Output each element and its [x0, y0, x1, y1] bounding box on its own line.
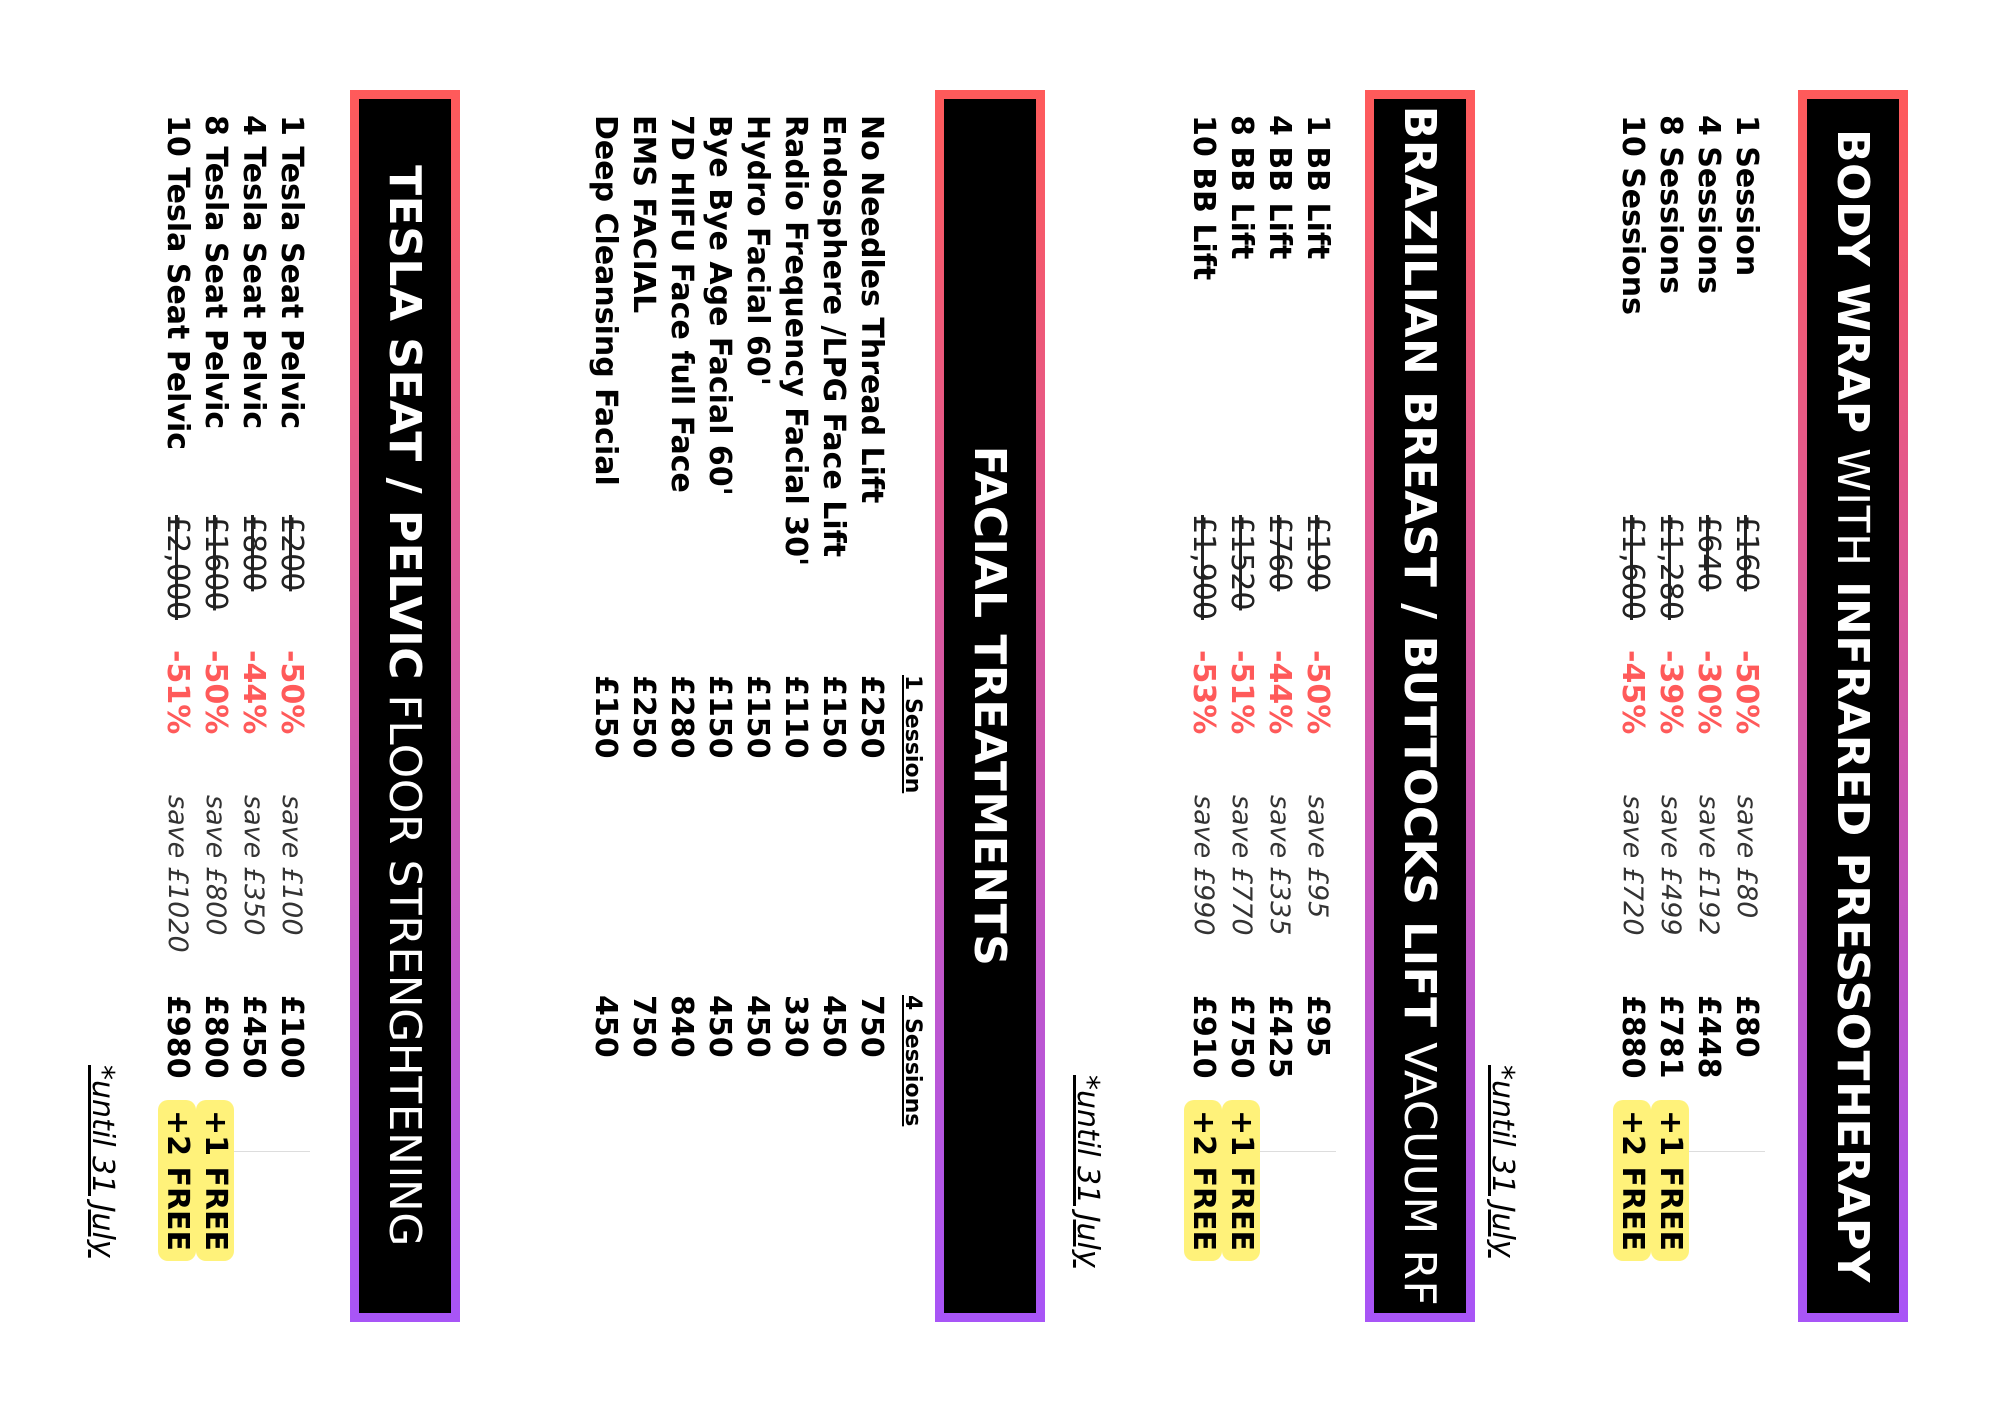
saving: save £720: [1617, 795, 1648, 936]
brazilian-lift-title-part-1: BRAZILIAN BREAST / BUTTOCKS LIFT: [1394, 105, 1446, 1028]
body-wrap-title-part-2: WITH: [1827, 433, 1879, 582]
row-name: 10 Sessions: [1615, 115, 1650, 315]
saving: save £100: [276, 795, 307, 936]
facial-treatments-title: [965, 446, 1016, 967]
treatment-name: Endosphere /LPG Face Lift: [816, 115, 851, 558]
row-name: 4 Sessions: [1691, 115, 1726, 295]
treatment-name: Radio Frequency Facial 30': [778, 115, 813, 567]
treatment-row: [662, 115, 700, 1265]
tesla-seat-banner: [350, 90, 460, 1322]
tesla-seat-rows: [158, 115, 310, 1265]
old-price: £190: [1300, 515, 1335, 592]
old-price: £640: [1691, 515, 1726, 592]
new-price: £800: [198, 995, 233, 1079]
brazilian-lift-rows: [1184, 115, 1336, 1265]
old-price: £1520: [1224, 515, 1259, 611]
treatment-row: [776, 115, 814, 1265]
old-price: £800: [236, 515, 271, 592]
treatment-row: [814, 115, 852, 1265]
four-sessions-price: 750: [854, 995, 889, 1058]
one-session-price: £250: [626, 675, 661, 759]
treatment-name: No Needles Thread Lift: [854, 115, 889, 504]
four-sessions-price: 840: [664, 995, 699, 1058]
new-price: £448: [1691, 995, 1726, 1079]
price-row: [1727, 115, 1765, 1265]
discount-percent: -53%: [1186, 650, 1221, 735]
new-price: £100: [274, 995, 309, 1079]
discount-percent: -39%: [1653, 650, 1688, 735]
saving: save £350: [238, 795, 269, 936]
new-price: £95: [1300, 995, 1335, 1058]
brazilian-lift-title-part-2: VACUUM RF: [1394, 1027, 1446, 1307]
treatment-row: [586, 115, 624, 1265]
treatment-row: [700, 115, 738, 1265]
treatment-row: [852, 115, 890, 1265]
row-name: 1 Tesla Seat Pelvic: [274, 115, 309, 430]
one-session-price: £250: [854, 675, 889, 759]
free-badge: +2 FREE: [158, 1100, 196, 1261]
discount-percent: -50%: [198, 650, 233, 735]
old-price: £1,600: [1615, 515, 1650, 620]
old-price: £1,900: [1186, 515, 1221, 620]
one-session-price: £280: [664, 675, 699, 759]
four-sessions-price: 450: [702, 995, 737, 1058]
new-price: £781: [1653, 995, 1688, 1079]
treatment-row: [624, 115, 662, 1265]
old-price: £2,000: [160, 515, 195, 620]
saving: save £800: [200, 795, 231, 936]
new-price: £750: [1224, 995, 1259, 1079]
facial-treatments-title-text: FACIAL TREATMENTS: [964, 445, 1016, 967]
treatment-name: EMS FACIAL: [626, 115, 661, 314]
discount-percent: -51%: [160, 650, 195, 735]
row-name: 4 BB Lift: [1262, 115, 1297, 260]
old-price: £1600: [198, 515, 233, 611]
treatment-name: Hydro Facial 60': [740, 115, 775, 386]
saving: save £192: [1693, 795, 1724, 936]
saving: save £990: [1188, 795, 1219, 936]
saving: save £499: [1655, 795, 1686, 936]
price-row: [196, 115, 234, 1265]
four-sessions-header: 4 Sessions: [900, 995, 925, 1127]
one-session-price: £110: [778, 675, 813, 759]
one-session-header: 1 Session: [900, 675, 925, 794]
row-name: 4 Tesla Seat Pelvic: [236, 115, 271, 430]
tesla-seat-title-part-1: TESLA SEAT / PELVIC: [379, 165, 431, 680]
free-badge: +2 FREE: [1184, 1100, 1222, 1261]
price-row: [1689, 115, 1727, 1265]
one-session-price: £150: [702, 675, 737, 759]
four-sessions-price: 450: [740, 995, 775, 1058]
body-wrap-banner: [1798, 90, 1908, 1322]
treatment-name: Deep Cleansing Facial: [588, 115, 623, 486]
until-note: *until 31 July: [85, 1065, 120, 1258]
row-name: 10 BB Lift: [1186, 115, 1221, 281]
discount-percent: -45%: [1615, 650, 1650, 735]
treatment-name: Bye Bye Age Facial 60': [702, 115, 737, 496]
saving: save £95: [1302, 795, 1333, 919]
tesla-seat-title-part-2: FLOOR STRENGHTENING: [379, 679, 431, 1247]
row-name: 8 BB Lift: [1224, 115, 1259, 260]
discount-percent: -30%: [1691, 650, 1726, 735]
saving: save £1020: [162, 795, 193, 953]
body-wrap-title-part-1: BODY WRAP: [1827, 129, 1879, 434]
row-name: 8 Tesla Seat Pelvic: [198, 115, 233, 430]
discount-percent: -50%: [1729, 650, 1764, 735]
price-row: [1651, 115, 1689, 1265]
body-wrap-title: [1828, 129, 1879, 1283]
brazilian-lift-banner: [1365, 90, 1475, 1322]
treatment-name: 7D HIFU Face full Face: [664, 115, 699, 493]
free-badge: +1 FREE: [1651, 1100, 1689, 1261]
four-sessions-price: 330: [778, 995, 813, 1058]
one-session-price: £150: [816, 675, 851, 759]
facial-treatments-banner: [935, 90, 1045, 1322]
new-price: £450: [236, 995, 271, 1079]
price-row: [1298, 115, 1336, 1265]
price-row: [272, 115, 310, 1265]
new-price: £910: [1186, 995, 1221, 1079]
row-name: 1 BB Lift: [1300, 115, 1335, 260]
old-price: £760: [1262, 515, 1297, 592]
old-price: £200: [274, 515, 309, 592]
free-badge: +1 FREE: [1222, 1100, 1260, 1261]
price-row: [1613, 115, 1651, 1265]
discount-percent: -50%: [274, 650, 309, 735]
old-price: £160: [1729, 515, 1764, 592]
four-sessions-price: 750: [626, 995, 661, 1058]
discount-percent: -50%: [1300, 650, 1335, 735]
row-name: 1 Session: [1729, 115, 1764, 277]
saving: save £335: [1264, 795, 1295, 936]
new-price: £880: [1615, 995, 1650, 1079]
new-price: £425: [1262, 995, 1297, 1079]
one-session-price: £150: [588, 675, 623, 759]
brazilian-lift-title: [1395, 106, 1446, 1306]
row-name: 8 Sessions: [1653, 115, 1688, 295]
body-wrap-title-part-3: INFRARED PRESSOTHERAPY: [1827, 581, 1879, 1283]
treatment-row: [738, 115, 776, 1265]
price-row: [1260, 115, 1298, 1265]
until-note: *until 31 July: [1070, 1075, 1105, 1268]
row-name: 10 Tesla Seat Pelvic: [160, 115, 195, 451]
until-note: *until 31 July: [1485, 1065, 1520, 1258]
saving: save £80: [1731, 795, 1762, 919]
new-price: £80: [1729, 995, 1764, 1058]
free-badge: +2 FREE: [1613, 1100, 1651, 1261]
four-sessions-price: 450: [816, 995, 851, 1058]
new-price: £980: [160, 995, 195, 1079]
saving: save £770: [1226, 795, 1257, 936]
tesla-seat-title: [380, 165, 431, 1247]
facial-treatments-rows: [586, 115, 890, 1265]
discount-percent: -44%: [236, 650, 271, 735]
discount-percent: -44%: [1262, 650, 1297, 735]
price-row: [1222, 115, 1260, 1265]
body-wrap-rows: [1613, 115, 1765, 1265]
old-price: £1,280: [1653, 515, 1688, 620]
discount-percent: -51%: [1224, 650, 1259, 735]
price-row: [158, 115, 196, 1265]
price-row: [1184, 115, 1222, 1265]
four-sessions-price: 450: [588, 995, 623, 1058]
price-row: [234, 115, 272, 1265]
one-session-price: £150: [740, 675, 775, 759]
free-badge: +1 FREE: [196, 1100, 234, 1261]
